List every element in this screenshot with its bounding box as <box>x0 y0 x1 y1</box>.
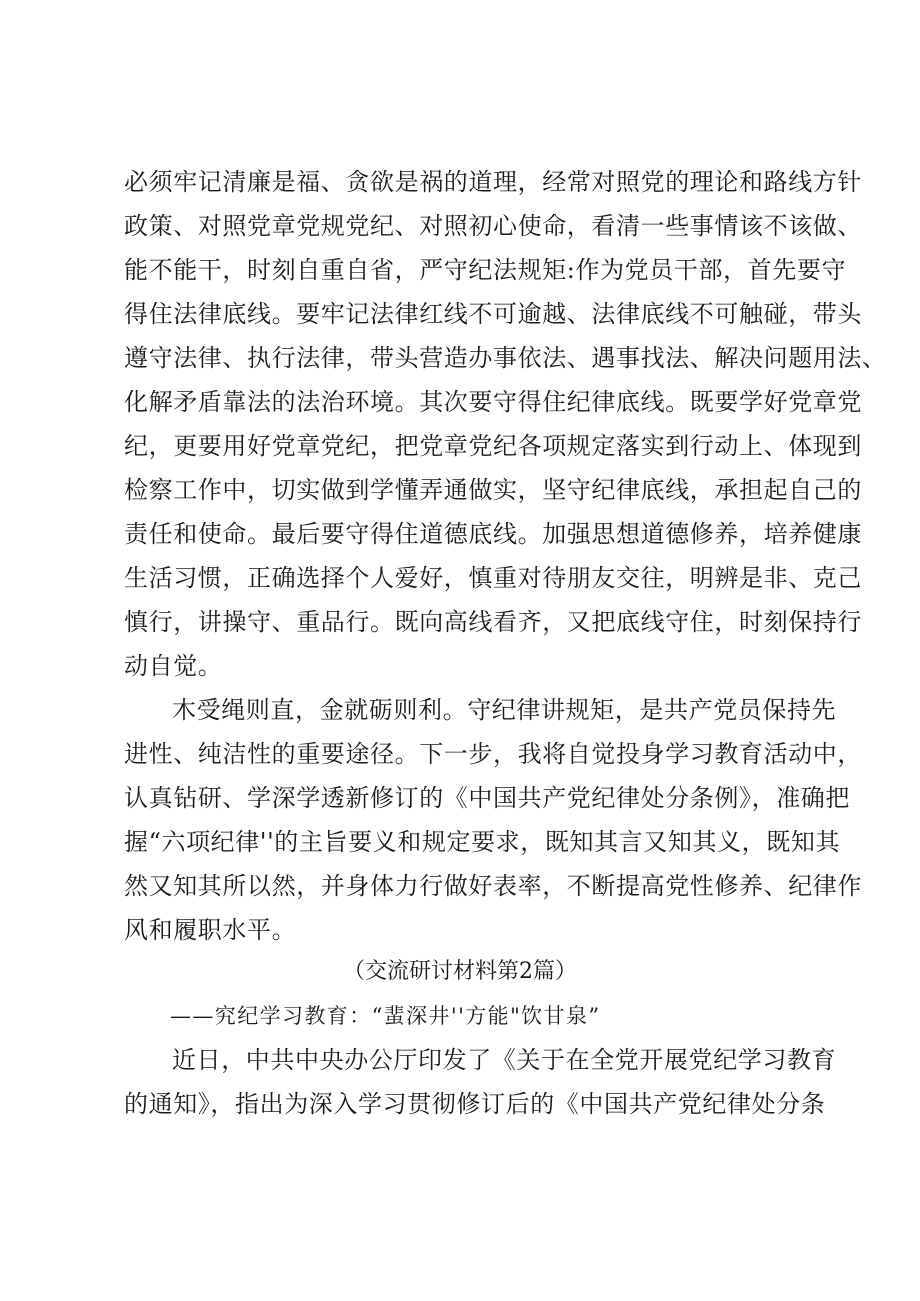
paragraph3-line-1: 近日，中共中央办公厅印发了《关于在全党开展党纪学习教育 <box>172 1046 837 1074</box>
paragraph2-line-5: 然又知其所以然，并身体力行做好表率，不断提高党性修养、纪律作 <box>124 872 862 900</box>
paragraph1-line-7: 纪，更要用好党章党纪，把党章党纪各项规定落实到行动上、体现到 <box>124 432 862 460</box>
paragraph1-line-8: 检察工作中，切实做到学懂弄通做实，坚守纪律底线，承担起自己的 <box>124 476 862 504</box>
section-heading: （交流研讨材料第2篇） <box>343 959 577 984</box>
paragraph1-line-6: 化解矛盾靠法的法治环境。其次要守得住纪律底线。既要学好党章党 <box>124 388 862 416</box>
paragraph2-line-4: 握“六项纪律''的主旨要义和规定要求，既知其言又知其义，既知其 <box>124 828 841 856</box>
paragraph1-line-2: 政策、对照党章党规党纪、对照初心使命，看清一些事情该不该做、 <box>124 212 862 240</box>
paragraph2-line-2: 进性、纯洁性的重要途径。下一步，我将自觉投身学习教育活动中， <box>124 740 862 768</box>
paragraph1-line-4: 得住法律底线。要牢记法律红线不可逾越、法律底线不可触碰，带头 <box>124 300 862 328</box>
paragraph2-line-6: 风和履职水平。 <box>124 916 297 944</box>
paragraph1-line-12: 动自觉。 <box>124 652 223 680</box>
paragraph2-line-1: 木受绳则直，金就砺则利。守纪律讲规矩，是共产党员保持先 <box>172 696 837 724</box>
paragraph3-line-2: 的通知》，指出为深入学习贯彻修订后的《中国共产党纪律处分条 <box>124 1090 826 1118</box>
paragraph1-line-11: 慎行，讲操守、重品行。既向高线看齐，又把底线守住，时刻保持行 <box>124 608 862 636</box>
paragraph1-line-1: 必须牢记清廉是福、贪欲是祸的道理，经常对照党的理论和路线方针 <box>124 168 862 196</box>
paragraph1-line-9: 责任和使命。最后要守得住道德底线。加强思想道德修养，培养健康 <box>124 520 862 548</box>
paragraph2-line-3: 认真钻研、学深学透新修订的《中国共产党纪律处分条例》，准确把 <box>124 784 850 812</box>
section-subheading: ——究纪学习教育：“蜚深井''方能"饮甘泉” <box>170 1004 601 1028</box>
paragraph1-line-10: 生活习惯，正确选择个人爱好，慎重对待朋友交往，明辨是非、克己 <box>124 564 862 592</box>
paragraph1-line-5: 遵守法律、执行法律，带头营造办事依法、遇事找法、解决问题用法、 <box>124 344 887 372</box>
paragraph1-line-3: 能不能干，时刻自重自省，严守纪法规矩:作为党员干部，首先要守 <box>124 256 847 284</box>
